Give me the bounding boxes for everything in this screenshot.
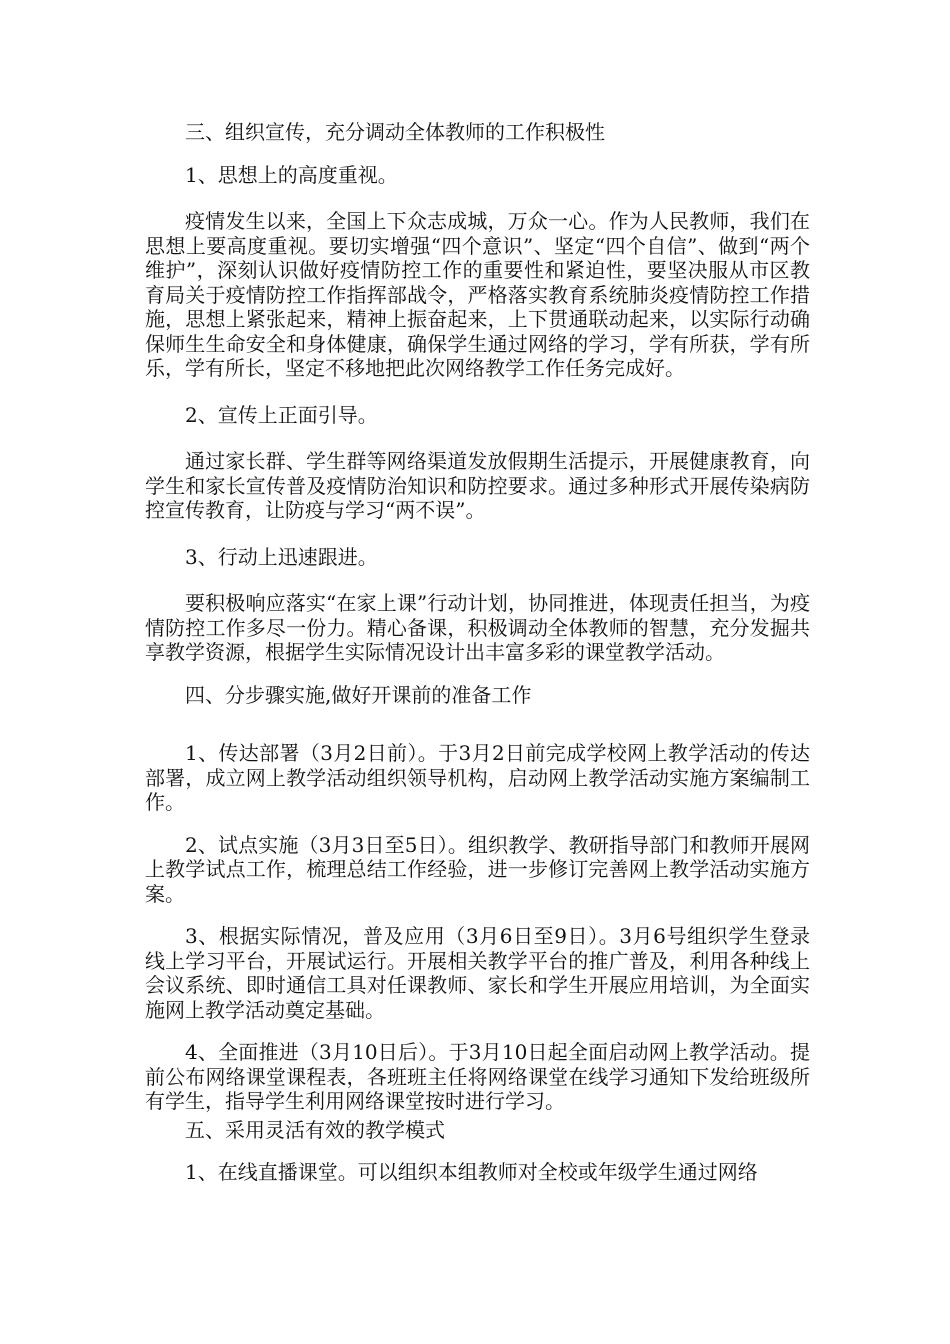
- subheading-3-1: 1、思想上的高度重视。: [185, 162, 398, 187]
- body-paragraph-5-1: 1、在线直播课堂。可以组织本组教师对全校或年级学生通过网络: [185, 1160, 758, 1184]
- step-paragraph-4-1: 1、传达部署（3月2日前）。于3月2日前完成学校网上教学活动的传达部署，成立网上教学活动组织领导机构，启动网上教学活动实施方案编制工作。: [145, 741, 810, 814]
- step-paragraph-4-4: 4、全面推进（3月10日后）。于3月10日起全面启动网上教学活动。提前公布网络课堂课程表，各班班主任将网络课堂在线学习通知下发给班级所有学生，指导学生利用网络课堂按时进行学习。: [145, 1040, 810, 1113]
- step-paragraph-4-2: 2、试点实施（3月3日至5日）。组织教学、教研指导部门和教师开展网上教学试点工作，梳理总结工作经验，进一步修订完善网上教学活动实施方案。: [145, 832, 810, 906]
- section-heading-4: 四、分步骤实施,做好开课前的准备工作: [185, 682, 532, 707]
- body-paragraph-3-2: 通过家长群、学生群等网络渠道发放假期生活提示，开展健康教育，向学生和家长宣传普及疫情防治知识和防控要求。通过多种形式开展传染病防控宣传教育，让防疫与学习“两不误”。: [145, 449, 810, 522]
- body-paragraph-3-3: 要积极响应落实“在家上课”行动计划，协同推进，体现责任担当，为疫情防控工作多尽一份力。精心备课，积极调动全体教师的智慧，充分发掘共享教学资源，根据学生实际情况设计出丰富多彩的课堂教学活动。: [145, 591, 810, 664]
- document-page: [145, 120, 810, 1185]
- subheading-3-3: 3、行动上迅速跟进。: [185, 544, 378, 569]
- step-paragraph-4-3: 3、根据实际情况，普及应用（3月6日至9日）。3月6号组织学生登录线上学习平台，开展试运行。开展相关教学平台的推广普及，利用各种线上会议系统、即时通信工具对任课教师、家长和学生开展应用培训，为全面实施网上教学活动奠定基础。: [145, 924, 810, 1022]
- body-paragraph-3-1: 疫情发生以来，全国上下众志成城，万众一心。作为人民教师，我们在思想上要高度重视。要切实增强“四个意识”、坚定“四个自信”、做到“两个维护”，深刻认识做好疫情防控工作的重要性和紧迫性，要坚决服从市区教育局关于疫情防控工作指挥部战令，严格落实教育系统肺炎疫情防控工作措施，思想上紧张起来，精神上振奋起来，上下贯通联动起来，以实际行动确保师生生命安全和身体健康，确保学生通过网络的学习，学有所获，学有所乐，学有所长，坚定不移地把此次网络教学工作任务完成好。: [145, 209, 810, 380]
- subheading-3-2: 2、宣传上正面引导。: [185, 402, 378, 427]
- section-heading-3: 三、组织宣传，充分调动全体教师的工作积极性: [185, 120, 605, 144]
- section-heading-5: 五、采用灵活有效的教学模式: [185, 1117, 445, 1142]
